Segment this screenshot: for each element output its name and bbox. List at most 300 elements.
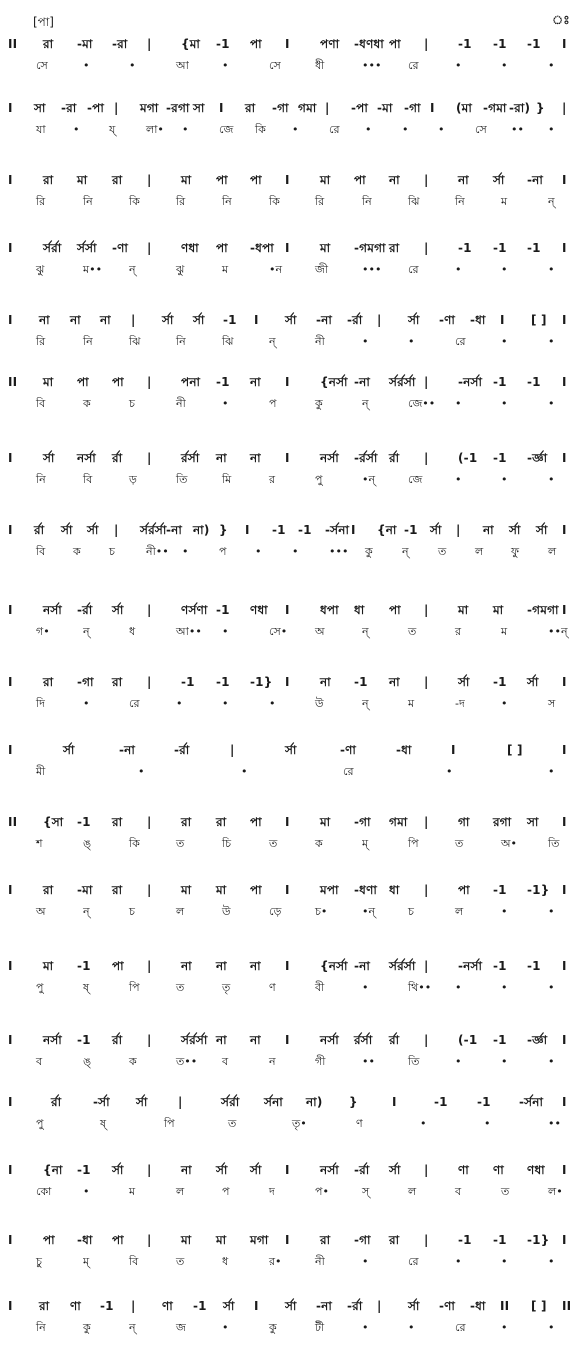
bar-line: II	[500, 1299, 510, 1313]
swara-note: র্সা	[216, 1163, 228, 1177]
swara-note: রা	[112, 815, 123, 829]
lyric-syllable: সে	[36, 59, 48, 72]
bar-line: I	[285, 883, 290, 897]
lyric-syllable: ত	[438, 545, 447, 558]
swara-note: ধা	[389, 883, 400, 897]
swara-note: -ণা	[340, 743, 357, 757]
bar-line: I	[562, 1095, 567, 1109]
bar-line: I	[8, 523, 13, 537]
bar-line: I	[562, 1163, 567, 1177]
lyric-syllable: সে	[269, 59, 281, 72]
swara-note: পা	[354, 173, 366, 187]
swara-note: র্সা	[43, 451, 55, 465]
lyric-syllable: কি	[129, 195, 140, 208]
swara-note: -র্রা	[354, 1163, 370, 1177]
swara-note: র্সা	[408, 313, 420, 327]
swara-note: নর্সা	[43, 603, 62, 617]
lyric-syllable: ন্	[269, 335, 276, 348]
lyric-row	[0, 1114, 580, 1134]
swara-note: মা	[493, 603, 504, 617]
swara-note: -গা	[77, 675, 94, 689]
lyric-row	[0, 622, 580, 642]
bar-line: [ ]	[531, 1299, 547, 1313]
swara-note: -1	[216, 675, 230, 689]
lyric-syllable: •	[255, 545, 262, 558]
bar-line: I	[8, 1163, 13, 1177]
swara-note: না	[389, 173, 400, 187]
lyric-syllable: ম্	[362, 837, 369, 850]
lyric-syllable: ঝি	[129, 335, 141, 348]
lyric-syllable: •	[222, 697, 229, 710]
swara-note: -না	[316, 313, 333, 327]
swara-note: না	[483, 523, 494, 537]
lyric-syllable: •	[362, 1255, 369, 1268]
lyric-syllable: •	[501, 263, 508, 276]
lyric-syllable: দ	[269, 1185, 275, 1198]
swara-note: -রা	[61, 101, 77, 115]
swara-note: -1	[493, 883, 507, 897]
lyric-syllable: ম	[222, 263, 229, 276]
lyric-syllable: ম	[129, 1185, 136, 1198]
swara-note: -নর্সা	[458, 959, 483, 973]
swara-note: গা	[458, 815, 470, 829]
lyric-syllable: •	[548, 1321, 555, 1334]
lyric-syllable: •	[455, 1255, 462, 1268]
lyric-syllable: •	[362, 335, 369, 348]
lyric-row	[0, 1252, 580, 1272]
swara-note: -1	[458, 1233, 472, 1247]
swara-note: র্সা	[285, 313, 297, 327]
bar-line: |	[147, 1033, 152, 1047]
lyric-syllable: ঙ্	[83, 837, 92, 850]
lyric-syllable: কো	[36, 1185, 52, 1198]
bar-line: |	[147, 815, 152, 829]
lyric-syllable: •	[269, 697, 276, 710]
swara-note: -ণা	[439, 313, 456, 327]
lyric-syllable: চি	[222, 837, 232, 850]
lyric-syllable: •	[402, 123, 409, 136]
notation-system	[0, 600, 580, 650]
lyric-syllable: •	[548, 905, 555, 918]
notation-system	[0, 812, 580, 862]
bar-line: I	[8, 1033, 13, 1047]
swara-note: র্সা	[63, 743, 75, 757]
swara-note: না)	[193, 523, 210, 537]
notation-system	[0, 1030, 580, 1080]
swara-row	[0, 740, 580, 760]
swara-note: -নর্সা	[458, 375, 483, 389]
swara-note: ণধা	[181, 241, 199, 255]
swara-note: -1}	[527, 883, 550, 897]
lyric-syllable: •	[501, 335, 508, 348]
swara-note: মা	[43, 375, 54, 389]
swara-note: র্সা	[285, 1299, 297, 1313]
bar-line: |	[424, 451, 429, 465]
swara-note: না	[320, 675, 331, 689]
lyric-syllable: থি••	[408, 981, 432, 994]
lyric-syllable: •••	[362, 263, 382, 276]
lyric-syllable: জ	[176, 1321, 186, 1334]
lyric-syllable: •	[408, 1321, 415, 1334]
lyric-syllable: •	[501, 59, 508, 72]
bar-line: I	[562, 173, 567, 187]
lyric-syllable: •	[182, 123, 189, 136]
lyric-syllable: জে	[408, 473, 423, 486]
lyric-syllable: •	[548, 765, 555, 778]
lyric-syllable: জে	[219, 123, 234, 136]
lyric-syllable: র	[455, 625, 462, 638]
lyric-syllable: ন্	[83, 625, 90, 638]
swara-row	[0, 1296, 580, 1316]
lyric-syllable: ত	[501, 1185, 510, 1198]
swara-note: -1	[216, 37, 230, 51]
lyric-row	[0, 470, 580, 490]
swara-note: পা	[112, 1233, 124, 1247]
swara-note: রা	[320, 1233, 331, 1247]
lyric-syllable: পু	[315, 473, 323, 486]
lyric-syllable: পি	[129, 981, 140, 994]
lyric-syllable: •	[292, 545, 299, 558]
lyric-row	[0, 694, 580, 714]
bar-line: I	[562, 883, 567, 897]
lyric-syllable: চ	[129, 397, 135, 410]
swara-note: -ধা	[470, 313, 486, 327]
bar-line: |	[230, 743, 235, 757]
lyric-syllable: কু	[83, 1321, 91, 1334]
bar-line: I	[451, 743, 456, 757]
notation-system	[0, 880, 580, 930]
swara-note: -1	[181, 675, 195, 689]
lyric-syllable: ক	[129, 1055, 137, 1068]
bar-line: I	[285, 815, 290, 829]
swara-note: পা	[43, 1233, 55, 1247]
lyric-syllable: স	[548, 697, 556, 710]
lyric-syllable: পি	[164, 1117, 175, 1130]
swara-note: মা	[458, 603, 469, 617]
lyric-syllable: ••	[511, 123, 524, 136]
bar-line: |	[424, 1233, 429, 1247]
lyric-syllable: •	[501, 397, 508, 410]
swara-note: -1	[493, 959, 507, 973]
lyric-syllable: •	[420, 1117, 427, 1130]
lyric-syllable: রি	[36, 195, 46, 208]
bar-line: II	[562, 1299, 572, 1313]
swara-note: র্রা	[112, 1033, 123, 1047]
swara-note: ণা	[458, 1163, 469, 1177]
lyric-syllable: ••ন্	[548, 625, 568, 638]
lyric-syllable: ত	[455, 837, 464, 850]
swara-note: নর্সা	[320, 1163, 339, 1177]
lyric-syllable: ম্	[83, 1255, 90, 1268]
lyric-syllable: •	[501, 981, 508, 994]
swara-note: র্সা	[458, 675, 470, 689]
lyric-syllable: •	[501, 697, 508, 710]
swara-note: -রগা	[166, 101, 190, 115]
notation-system	[0, 1230, 580, 1280]
swara-note: }	[349, 1095, 358, 1109]
bar-line: |	[147, 675, 152, 689]
swara-note: -গমা	[483, 101, 507, 115]
lyric-syllable: ল	[176, 905, 185, 918]
lyric-syllable: নী	[315, 1255, 325, 1268]
bar-line: I	[500, 313, 505, 327]
bar-line: I	[285, 1163, 290, 1177]
bar-line: |	[147, 883, 152, 897]
swara-note: -1	[100, 1299, 114, 1313]
bar-line: I	[285, 375, 290, 389]
swara-row	[0, 448, 580, 468]
lyric-syllable: পি	[408, 837, 419, 850]
swara-note: র্রর্সা	[181, 451, 200, 465]
bar-line: I	[8, 883, 13, 897]
lyric-syllable: নী••	[146, 545, 169, 558]
lyric-syllable: •ন	[269, 263, 283, 276]
lyric-syllable: নী	[176, 397, 186, 410]
lyric-syllable: •	[455, 1055, 462, 1068]
swara-note: না	[216, 959, 227, 973]
lyric-syllable: চ	[109, 545, 115, 558]
swara-note: র্রা	[51, 1095, 62, 1109]
lyric-syllable: ক	[315, 837, 323, 850]
notation-system	[0, 34, 580, 84]
swara-note: -1	[493, 1233, 507, 1247]
lyric-syllable: নি	[176, 335, 186, 348]
bar-line: I	[285, 603, 290, 617]
swara-row	[0, 520, 580, 540]
lyric-syllable: ন্	[362, 697, 369, 710]
swara-note: র্সর্রর্সা	[140, 523, 167, 537]
notation-system	[0, 1296, 580, 1346]
lyric-syllable: ন্	[129, 1321, 136, 1334]
swara-note: র্সা	[112, 1163, 124, 1177]
lyric-syllable: রে	[455, 335, 466, 348]
swara-note: -1	[493, 675, 507, 689]
swara-note: রা	[112, 883, 123, 897]
swara-note: রা	[43, 883, 54, 897]
notation-system	[0, 238, 580, 288]
swara-note: -গা	[354, 815, 371, 829]
notation-system	[0, 448, 580, 498]
lyric-syllable: ন্	[362, 625, 369, 638]
lyric-syllable: ম	[501, 625, 508, 638]
lyric-syllable: আ	[176, 59, 189, 72]
swara-note: মা	[181, 1233, 192, 1247]
lyric-syllable: •	[548, 1055, 555, 1068]
notation-system	[0, 956, 580, 1006]
lyric-syllable: ত	[269, 837, 278, 850]
bar-line: |	[131, 1299, 136, 1313]
lyric-syllable: ব	[222, 1055, 229, 1068]
lyric-syllable: নি	[222, 195, 232, 208]
swara-note: -1	[216, 603, 230, 617]
swara-note: {নর্সা	[320, 959, 348, 973]
swara-note: পা	[458, 883, 470, 897]
swara-note: -পা	[87, 101, 105, 115]
bar-line: |	[424, 241, 429, 255]
bar-line: I	[562, 959, 567, 973]
lyric-syllable: ষ্	[100, 1117, 107, 1130]
swara-note: }	[219, 523, 228, 537]
bar-line: |	[424, 675, 429, 689]
swara-note: -1	[77, 959, 91, 973]
swara-note: না	[70, 313, 81, 327]
lyric-syllable: রি	[176, 195, 186, 208]
lyric-syllable: ••	[362, 1055, 375, 1068]
swara-note: মা	[77, 173, 88, 187]
bar-line: I	[8, 173, 13, 187]
lyric-syllable: নি	[83, 335, 93, 348]
lyric-syllable: •	[365, 123, 372, 136]
lyric-row	[0, 762, 580, 782]
lyric-syllable: রে	[408, 1255, 419, 1268]
lyric-syllable: তৃ•	[292, 1117, 307, 1130]
lyric-syllable: •	[501, 473, 508, 486]
lyric-syllable: যা	[36, 123, 46, 136]
swara-note: না	[389, 675, 400, 689]
bar-line: I	[562, 1033, 567, 1047]
bar-line: |	[147, 603, 152, 617]
lyric-syllable: ব	[36, 1055, 43, 1068]
bar-line: I	[285, 37, 290, 51]
bar-line: I	[562, 241, 567, 255]
bar-line: |	[147, 451, 152, 465]
lyric-syllable: গ•	[36, 625, 50, 638]
header-label: [পা]	[33, 15, 54, 29]
lyric-syllable: •	[455, 397, 462, 410]
lyric-syllable: ল	[455, 905, 464, 918]
swara-note: নর্সা	[43, 1033, 62, 1047]
lyric-syllable: কি	[255, 123, 266, 136]
lyric-syllable: নি	[362, 195, 372, 208]
lyric-syllable: •	[548, 397, 555, 410]
bar-line: I	[285, 173, 290, 187]
swara-note: পনা	[181, 375, 201, 389]
swara-note: -1	[493, 451, 507, 465]
swara-row	[0, 956, 580, 976]
swara-note: -র্জ্ঞা	[527, 451, 548, 465]
swara-note: পা	[250, 815, 262, 829]
lyric-syllable: ষ্	[83, 981, 90, 994]
bar-line: |	[424, 883, 429, 897]
lyric-syllable: প	[219, 545, 227, 558]
bar-line: I	[8, 1299, 13, 1313]
swara-note: র্সা	[408, 1299, 420, 1313]
swara-note: -1	[527, 37, 541, 51]
swara-note: -1	[77, 815, 91, 829]
lyric-syllable: সে	[475, 123, 487, 136]
bar-line: |	[424, 959, 429, 973]
lyric-syllable: ড়	[129, 473, 137, 486]
lyric-syllable: রে	[343, 765, 354, 778]
swara-note: রা	[216, 815, 227, 829]
swara-note: -র্সা	[93, 1095, 110, 1109]
lyric-syllable: •	[548, 981, 555, 994]
swara-note: রা	[181, 815, 192, 829]
lyric-syllable: প	[269, 397, 277, 410]
bar-line: I	[562, 675, 567, 689]
bar-line: I	[562, 523, 567, 537]
bar-line: I	[219, 101, 224, 115]
lyric-syllable: •	[408, 335, 415, 348]
lyric-syllable: •	[455, 473, 462, 486]
lyric-syllable: রে	[408, 59, 419, 72]
lyric-syllable: আ••	[176, 625, 202, 638]
lyric-syllable: নি	[455, 195, 465, 208]
bar-line: |	[114, 101, 119, 115]
swara-note: র্সর্সা	[77, 241, 97, 255]
corner-mark: ঃ	[552, 13, 570, 27]
swara-note: (-1	[458, 451, 478, 465]
lyric-syllable: •	[222, 397, 229, 410]
swara-note: রা	[39, 1299, 50, 1313]
lyric-syllable: ন্	[548, 195, 555, 208]
lyric-syllable: •	[438, 123, 445, 136]
swara-note: নর্সা	[320, 1033, 339, 1047]
swara-note: -1	[493, 241, 507, 255]
swara-note: -1	[527, 241, 541, 255]
swara-note: র্সা	[430, 523, 442, 537]
swara-note: -র্রা	[347, 313, 363, 327]
lyric-syllable: ল•	[548, 1185, 563, 1198]
swara-note: র্সা	[136, 1095, 148, 1109]
swara-note: -গমগা	[354, 241, 386, 255]
bar-line: |	[562, 101, 567, 115]
swara-row	[0, 1230, 580, 1250]
lyric-syllable: ল	[475, 545, 484, 558]
lyric-syllable: ক	[73, 545, 81, 558]
swara-note: নর্সা	[77, 451, 96, 465]
lyric-syllable: •	[83, 1185, 90, 1198]
lyric-syllable: ঝু	[36, 263, 45, 276]
swara-note: না	[458, 173, 469, 187]
swara-note: -না	[354, 959, 371, 973]
swara-row	[0, 238, 580, 258]
swara-note: -1	[77, 1163, 91, 1177]
notation-system	[0, 310, 580, 360]
lyric-syllable: ত	[176, 837, 185, 850]
notation-system	[0, 672, 580, 722]
bar-line: |	[424, 1163, 429, 1177]
swara-note: -না	[119, 743, 136, 757]
lyric-syllable: •	[129, 59, 136, 72]
bar-line: II	[8, 375, 18, 389]
lyric-row	[0, 394, 580, 414]
lyric-syllable: র•	[269, 1255, 282, 1268]
swara-note: না	[181, 1163, 192, 1177]
bar-line: |	[377, 313, 382, 327]
swara-note: ধা	[354, 603, 365, 617]
swara-note: র্সা	[509, 523, 521, 537]
swara-note: -পা	[351, 101, 369, 115]
swara-note: মা	[216, 1233, 227, 1247]
swara-note: র্সা	[493, 173, 505, 187]
lyric-syllable: ন্	[402, 545, 409, 558]
swara-note: -রা)	[509, 101, 531, 115]
swara-note: র্রা	[34, 523, 45, 537]
lyric-syllable: রি	[36, 335, 46, 348]
lyric-syllable: জী	[315, 263, 328, 276]
swara-note: ণা	[70, 1299, 81, 1313]
swara-note: র্রা	[389, 1033, 400, 1047]
lyric-syllable: কু	[269, 1321, 277, 1334]
bar-line: |	[147, 173, 152, 187]
swara-note: মা	[320, 815, 331, 829]
notation-system	[0, 1160, 580, 1210]
bar-line: I	[8, 959, 13, 973]
bar-line: II	[8, 815, 18, 829]
swara-note: পা	[112, 375, 124, 389]
swara-note: -1	[272, 523, 286, 537]
